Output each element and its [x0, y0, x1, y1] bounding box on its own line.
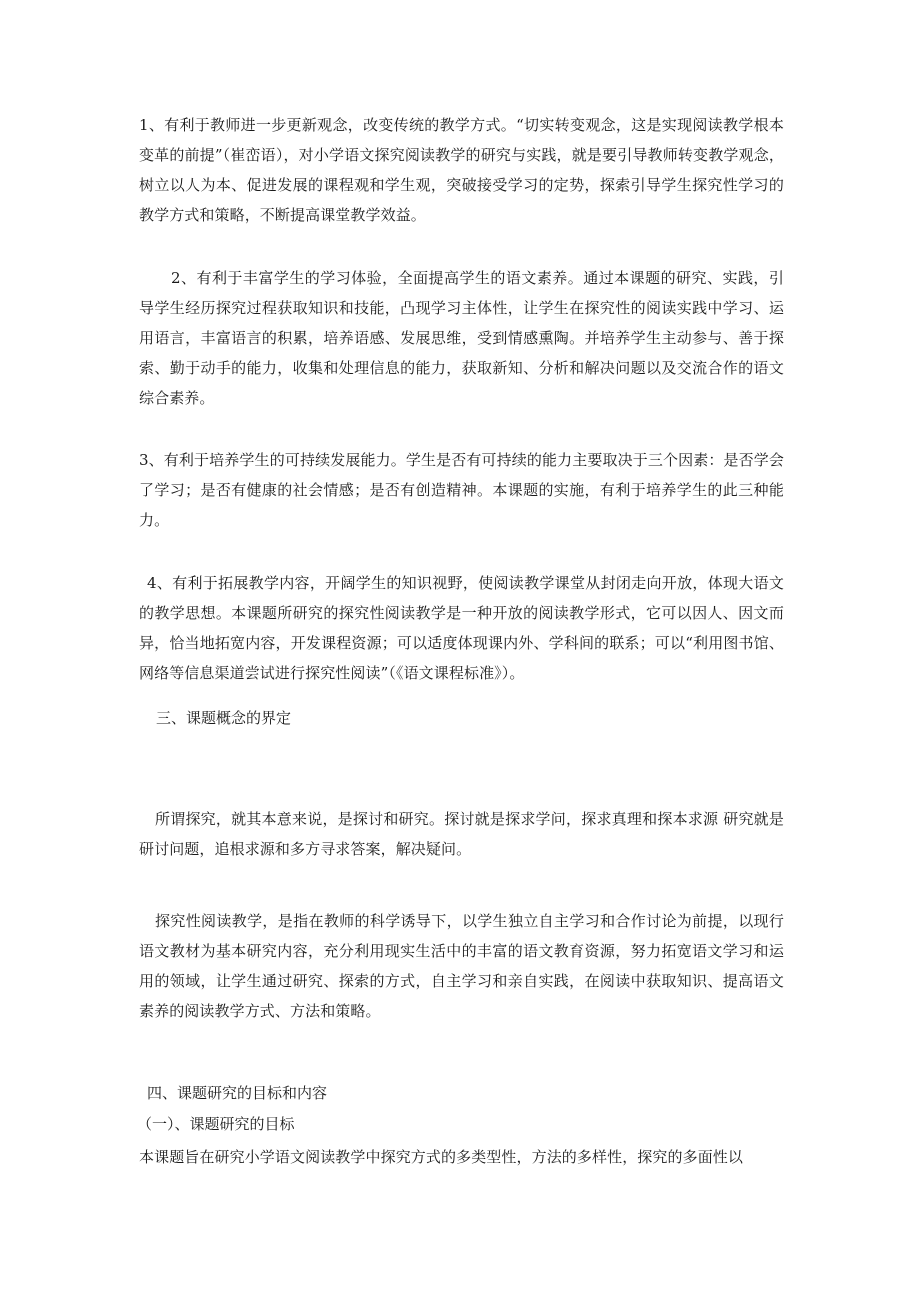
paragraph-6: 探究性阅读教学，是指在教师的科学诱导下，以学生独立自主学习和合作讨论为前提，以现行语文教材为基本研究内容，充分利用现实生活中的丰富的语文教育资源，努力拓宽语文学习和运用的领域，让学生通过研究、探索的方式，自主学习和亲自实践，在阅读中获取知识、提高语文素养的阅读教学方式、方法和策略。	[139, 912, 784, 1020]
paragraph-7: 本课题旨在研究小学语文阅读教学中探究方式的多类型性，方法的多样性，探究的多面性以	[139, 1148, 744, 1166]
paragraph-5: 所谓探究，就其本意来说，是探讨和研究。探讨就是探求学问，探求真理和探本求源 研究就是研讨问题，追根求源和多方寻求答案，解决疑问。	[139, 810, 784, 858]
paragraph-2: 2、有利于丰富学生的学习体验，全面提高学生的语文素养。通过本课题的研究、实践，引导学生经历探究过程获取知识和技能，凸现学习主体性，让学生在探究性的阅读实践中学习、运用语言，丰富语言的积累，培养语感、发展思维，受到情感熏陶。并培养学生主动参与、善于探索、勤于动手的能力，收集和处理信息的能力，获取新知、分析和解决问题以及交流合作的语文综合素养。	[139, 269, 784, 407]
paragraph-3: 3、有利于培养学生的可持续发展能力。学生是否有可持续的能力主要取决于三个因素：是否学会了学习；是否有健康的社会情感；是否有创造精神。本课题的实施，有利于培养学生的此三种能力。	[139, 451, 784, 529]
paragraph-1: 1、有利于教师进一步更新观念，改变传统的教学方式。“切实转变观念，这是实现阅读教学根本变革的前提”（崔峦语），对小学语文探究阅读教学的研究与实践，就是要引导教师转变教学观念，树立以人为本、促进发展的课程观和学生观，突破接受学习的定势，探索引导学生探究性学习的教学方式和策略，不断提高课堂教学效益。	[139, 116, 784, 224]
section-heading-4: 四、课题研究的目标和内容	[147, 1084, 328, 1102]
section-heading-3: 三、课题概念的界定	[156, 709, 292, 727]
subsection-heading-4-1: （一）、课题研究的目标	[137, 1115, 295, 1133]
paragraph-4: 4、有利于拓展教学内容，开阔学生的知识视野，使阅读教学课堂从封闭走向开放，体现大语文的教学思想。本课题所研究的探究性阅读教学是一种开放的阅读教学形式，它可以因人、因文而异，恰当地拓宽内容，开发课程资源；可以适度体现课内外、学科间的联系；可以“利用图书馆、网络等信息渠道尝试进行探究性阅读”（《语文课程标准》）。	[139, 574, 784, 682]
